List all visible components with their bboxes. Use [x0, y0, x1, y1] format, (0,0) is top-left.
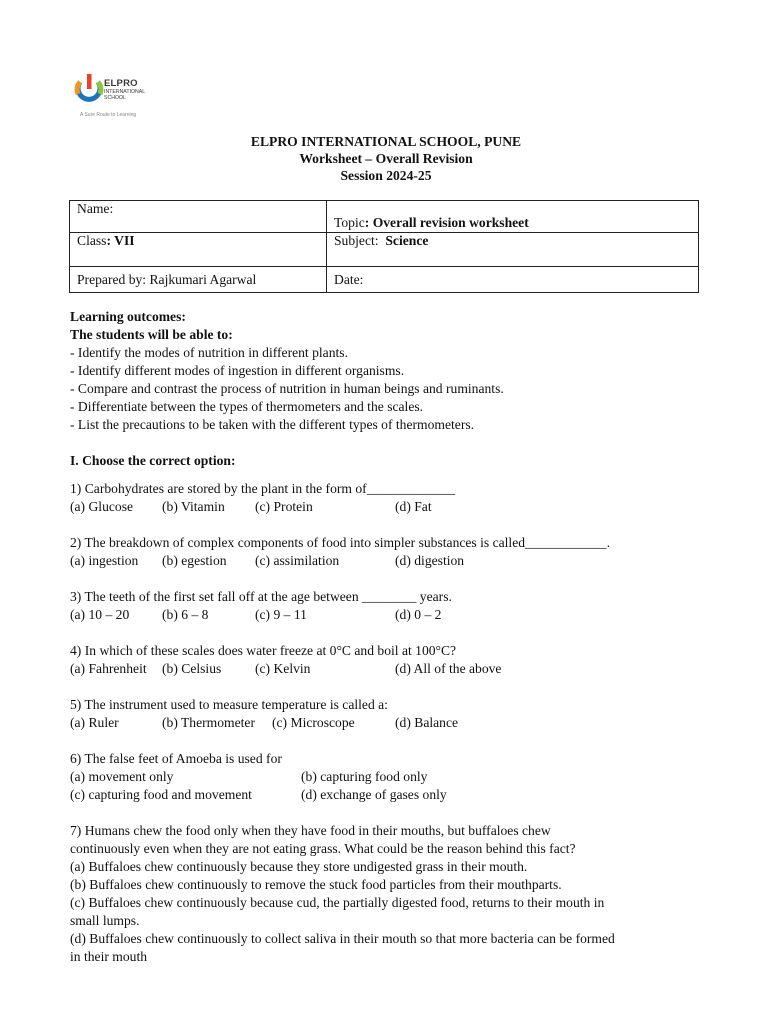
question-6: 6) The false feet of Amoeba is used for — [70, 751, 282, 766]
question-1: 1) Carbohydrates are stored by the plant in the form of_____________ — [70, 481, 456, 496]
logo-line-international: INTERNATIONAL — [104, 89, 146, 95]
question-7-line-1: 7) Humans chew the food only when they have food in their mouths, but buffaloes chew — [70, 823, 551, 838]
question-7-option-b: (b) Buffaloes chew continuously to remove the stuck food particles from their mouthparts. — [70, 877, 562, 892]
option-c: (c) capturing food and movement — [70, 787, 252, 802]
outcome-item: - Identify the modes of nutrition in different plants. — [70, 345, 348, 360]
question-7-option-c-cont: small lumps. — [70, 913, 140, 928]
outcome-item: - Identify different modes of ingestion in different organisms. — [70, 363, 405, 378]
topic-label: Topic — [334, 215, 365, 230]
school-logo — [74, 70, 166, 120]
question-1-options — [70, 498, 700, 516]
outcomes-subheading: The students will be able to: — [70, 327, 233, 342]
outcome-item: - Compare and contrast the process of nutrition in human beings and ruminants. — [70, 381, 504, 396]
worksheet-title: Worksheet – Overall Revision — [299, 151, 473, 166]
option-b: (b) capturing food only — [301, 769, 428, 784]
option-b: (b) 6 – 8 — [162, 607, 209, 622]
question-7-line-2: continuously even when they are not eating grass. What could be the reason behind this fact? — [70, 841, 576, 856]
subject-cell — [327, 233, 699, 267]
question-4: 4) In which of these scales does water freeze at 0°C and boil at 100°C? — [70, 643, 457, 658]
class-value: : VII — [106, 233, 135, 248]
subject-value: Science — [385, 233, 429, 248]
option-b: (b) Thermometer — [162, 715, 255, 730]
logo-emblem-icon — [74, 72, 104, 108]
date-label: Date — [334, 271, 360, 287]
subject-label: Subject: — [334, 233, 379, 248]
outcomes-heading: Learning outcomes: — [70, 309, 186, 324]
question-7-option-c: (c) Buffaloes chew continuously because cud, the partially digested food, returns to their mouth in — [70, 895, 605, 910]
topic-cell — [327, 201, 699, 233]
worksheet-body — [70, 308, 700, 966]
option-a: (a) movement only — [70, 769, 174, 784]
option-a: (a) 10 – 20 — [70, 607, 130, 622]
name-label: Name — [77, 201, 110, 216]
option-d: (d) exchange of gases only — [301, 787, 447, 802]
question-3-options — [70, 606, 700, 624]
session-label: Session 2024-25 — [340, 168, 432, 183]
info-table — [69, 200, 699, 293]
logo-brand: ELPRO — [104, 78, 138, 89]
option-c: (c) Microscope — [272, 715, 355, 730]
option-c: (c) assimilation — [255, 553, 340, 568]
question-6-options-row2 — [70, 786, 700, 804]
prepared-by-cell: Prepared by: Rajkumari Agarwal — [70, 267, 327, 293]
option-b: (b) Celsius — [162, 661, 222, 676]
question-7-option-a: (a) Buffaloes chew continuously because they store undigested grass in their mouth. — [70, 859, 528, 874]
outcome-item: - Differentiate between the types of thermometers and the scales. — [70, 399, 424, 414]
question-7-option-d-cont: in their mouth — [70, 949, 148, 964]
option-d: (d) Fat — [395, 499, 432, 514]
school-name: ELPRO INTERNATIONAL SCHOOL, PUNE — [250, 134, 522, 149]
question-7-option-d: (d) Buffaloes chew continuously to collect saliva in their mouth so that more bacteria can be formed — [70, 931, 615, 946]
option-c: (c) Protein — [255, 499, 313, 514]
logo-wordmark — [104, 79, 145, 101]
question-5: 5) The instrument used to measure temperature is called a: — [70, 697, 388, 712]
option-d: (d) All of the above — [395, 661, 502, 676]
logo-tagline: A Sure Route to Learning — [80, 112, 137, 118]
option-a: (a) Fahrenheit — [70, 661, 147, 676]
question-6-options-row1 — [70, 768, 700, 786]
document-header — [0, 133, 768, 184]
option-a: (a) ingestion — [70, 553, 139, 568]
class-cell — [70, 233, 327, 267]
question-5-options — [70, 714, 700, 732]
logo-line-school: SCHOOL — [104, 95, 126, 101]
date-cell — [327, 267, 699, 293]
topic-value: : Overall revision worksheet — [364, 215, 529, 230]
option-d: (d) Balance — [395, 715, 459, 730]
question-4-options — [70, 660, 700, 678]
class-label: Class — [77, 233, 107, 248]
option-d: (d) 0 – 2 — [395, 607, 442, 622]
section-heading: I. Choose the correct option: — [70, 453, 236, 468]
option-d: (d) digestion — [395, 553, 465, 568]
option-b: (b) Vitamin — [162, 499, 225, 514]
option-a: (a) Glucose — [70, 499, 134, 514]
option-c: (c) 9 – 11 — [255, 607, 307, 622]
name-cell — [70, 201, 327, 233]
question-2: 2) The breakdown of complex components of food into simpler substances is called____________. — [70, 535, 610, 550]
question-3: 3) The teeth of the first set fall off at the age between ________ years. — [70, 589, 452, 604]
question-2-options — [70, 552, 700, 570]
option-b: (b) egestion — [162, 553, 227, 568]
option-a: (a) Ruler — [70, 715, 119, 730]
date-colon: : — [359, 271, 364, 287]
option-c: (c) Kelvin — [255, 661, 311, 676]
name-colon: : — [109, 201, 114, 216]
outcome-item: - List the precautions to be taken with the different types of thermometers. — [70, 417, 475, 432]
